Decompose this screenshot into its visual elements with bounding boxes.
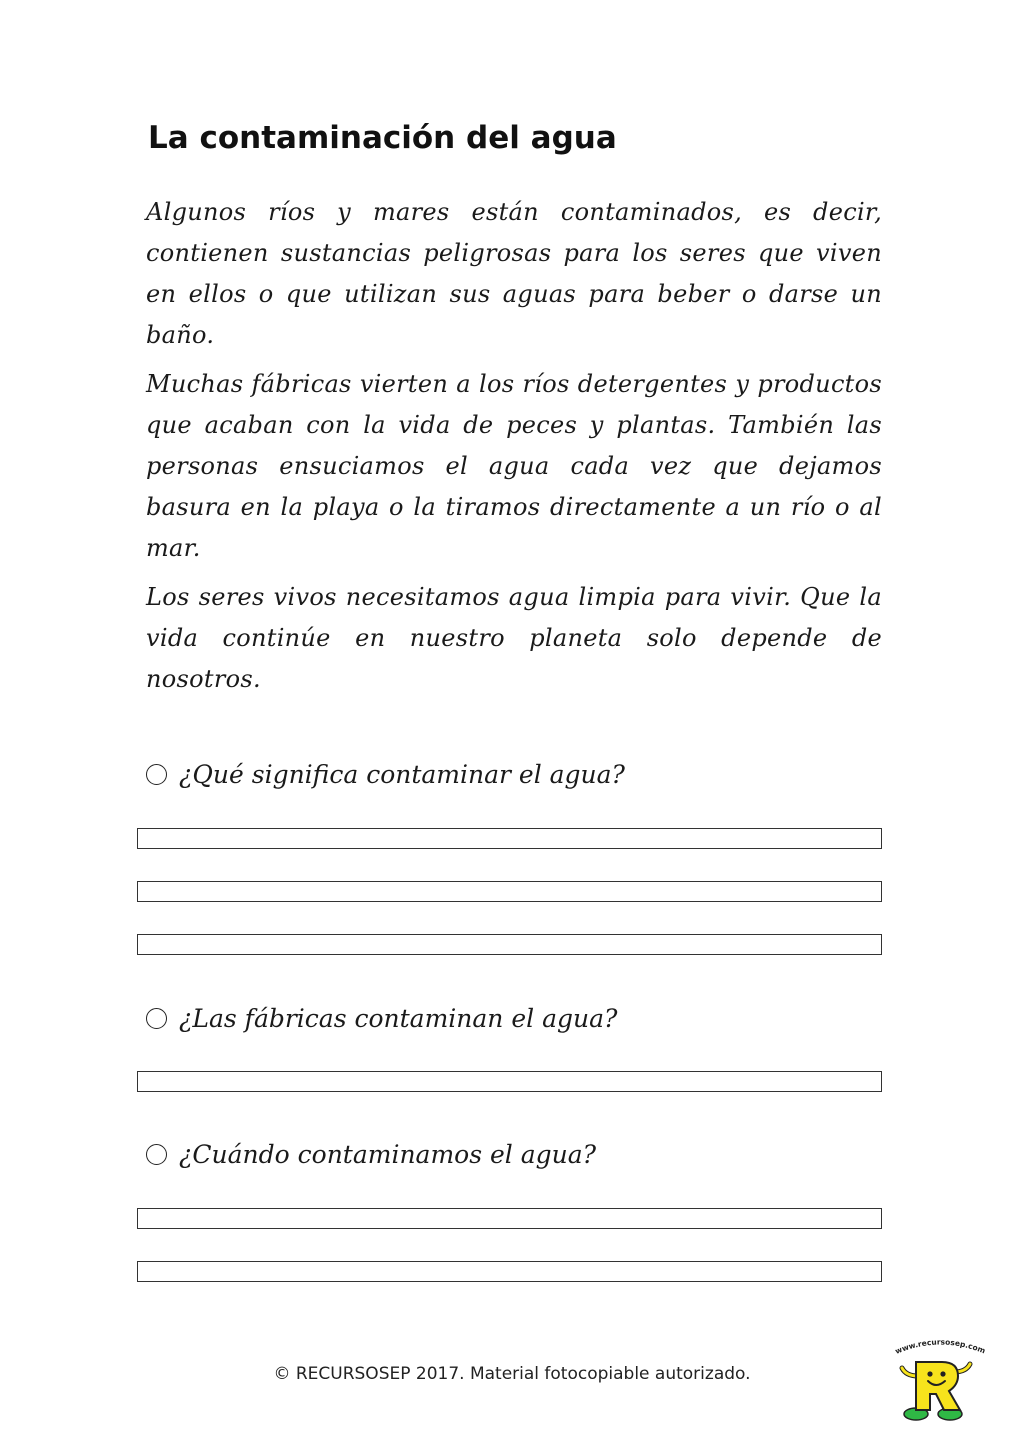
bullet-circle-icon (146, 764, 167, 785)
answer-line-q1-2[interactable] (137, 881, 882, 902)
answer-line-q3-1[interactable] (137, 1208, 882, 1229)
question-2 (146, 1004, 617, 1033)
question-3-text: ¿Cuándo contaminamos el agua? (179, 1140, 597, 1169)
recursosep-mascot-icon (888, 1332, 988, 1422)
reading-text (146, 192, 882, 708)
answer-line-q1-1[interactable] (137, 828, 882, 849)
question-1-text: ¿Qué significa contaminar el agua? (179, 760, 625, 789)
paragraph-2: Muchas fábricas vierten a los ríos detergentes y productos que acaban con la vida de peces y plantas. También las personas ensuciamos el agua cada vez que dejamos basura en la playa o la tiramos directamente a un río o al mar. (146, 370, 882, 562)
mascot-r-body (916, 1362, 960, 1410)
logo-url-text: www.recursosep.com (893, 1337, 987, 1356)
answer-line-q3-2[interactable] (137, 1261, 882, 1282)
question-3 (146, 1140, 596, 1169)
footer-copyright: © RECURSOSEP 2017. Material fotocopiable autorizado. (273, 1364, 751, 1384)
page-title: La contaminación del agua (148, 120, 617, 156)
answer-line-q2-1[interactable] (137, 1071, 882, 1092)
bullet-circle-icon (146, 1008, 167, 1029)
question-2-text: ¿Las fábricas contaminan el agua? (179, 1004, 618, 1033)
question-1 (146, 760, 625, 789)
bullet-circle-icon (146, 1144, 167, 1165)
paragraph-3: Los seres vivos necesitamos agua limpia para vivir. Que la vida continúe en nuestro planeta solo depende de nosotros. (146, 583, 882, 693)
answer-line-q1-3[interactable] (137, 934, 882, 955)
paragraph-1: Algunos ríos y mares están contaminados, es decir, contienen sustancias peligrosas para los seres que viven en ellos o que utilizan sus aguas para beber o darse un baño. (146, 198, 882, 349)
